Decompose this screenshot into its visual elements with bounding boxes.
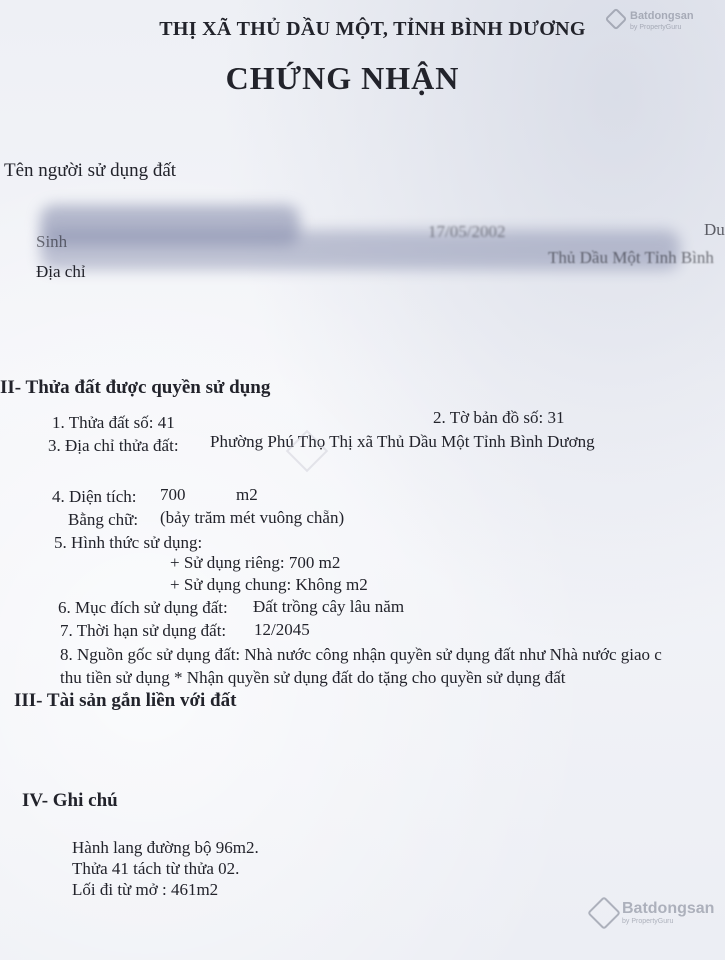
term-value: 12/2045	[254, 620, 310, 639]
parcel-heading: II- Thửa đất được quyền sử dụng	[0, 377, 271, 398]
purpose-value: Đất trồng cây lâu năm	[253, 597, 405, 616]
watermark-sub: by PropertyGuru	[630, 24, 682, 31]
parcel-address-value: Phường Phú Thọ Thị xã Thủ Dầu Một Tỉnh Bình Dương	[210, 432, 595, 451]
owner-address-label: Địa chỉ	[36, 262, 86, 281]
usage-form-label: 5. Hình thức sử dụng:	[54, 533, 203, 552]
note-2: Thửa 41 tách từ thửa 02.	[72, 859, 240, 878]
watermark-bottom	[592, 900, 714, 925]
note-1: Hành lang đường bộ 96m2.	[72, 838, 259, 857]
area-unit: m2	[236, 485, 258, 504]
watermark-sub: by PropertyGuru	[622, 918, 674, 925]
owner-birth-fragment: Sinh	[36, 232, 68, 251]
purpose-label: 6. Mục đích sử dụng đất:	[58, 598, 228, 617]
origin-line-1: 8. Nguồn gốc sử dụng đất: Nhà nước công nhận quyền sử dụng đất như Nhà nước giao c	[60, 645, 662, 664]
origin-line-2: thu tiền sử dụng * Nhận quyền sử dụng đất do tặng cho quyền sử dụng đất	[60, 668, 566, 687]
notes-heading: IV- Ghi chú	[22, 790, 118, 811]
parcel-address-label: 3. Địa chỉ thửa đất:	[48, 436, 179, 455]
owner-fragment-du: Du	[704, 220, 725, 239]
parcel-number: 1. Thửa đất số: 41	[52, 413, 175, 432]
area-words-value: (bảy trăm mét vuông chẵn)	[160, 508, 345, 527]
batdongsan-logo-icon	[605, 7, 628, 30]
area-words-label: Bằng chữ:	[68, 510, 139, 529]
assets-heading: III- Tài sản gắn liền với đất	[14, 690, 237, 711]
watermark-top	[608, 6, 694, 31]
private-use: + Sử dụng riêng: 700 m2	[170, 553, 341, 572]
area-value: 700	[160, 485, 186, 504]
watermark-brand: Batdongsan	[630, 10, 694, 22]
term-label: 7. Thời hạn sử dụng đất:	[60, 621, 227, 640]
shared-use: + Sử dụng chung: Không m2	[170, 575, 368, 594]
map-sheet-number: 2. Tờ bản đồ số: 31	[433, 408, 565, 427]
owner-address-fragment: Thủ Dầu Một Tỉnh Bình	[548, 248, 714, 267]
owner-heading: Tên người sử dụng đất	[4, 160, 177, 181]
watermark-brand: Batdongsan	[622, 900, 715, 917]
owner-date-fragment: 17/05/2002	[428, 222, 506, 241]
issuing-authority: THỊ XÃ THỦ DẦU MỘT, TỈNH BÌNH DƯƠNG	[159, 18, 586, 40]
area-label: 4. Diện tích:	[52, 487, 137, 506]
note-3: Lối đi từ mở : 461m2	[72, 880, 219, 899]
batdongsan-logo-icon	[587, 896, 621, 930]
document-title: CHỨNG NHẬN	[225, 60, 460, 96]
